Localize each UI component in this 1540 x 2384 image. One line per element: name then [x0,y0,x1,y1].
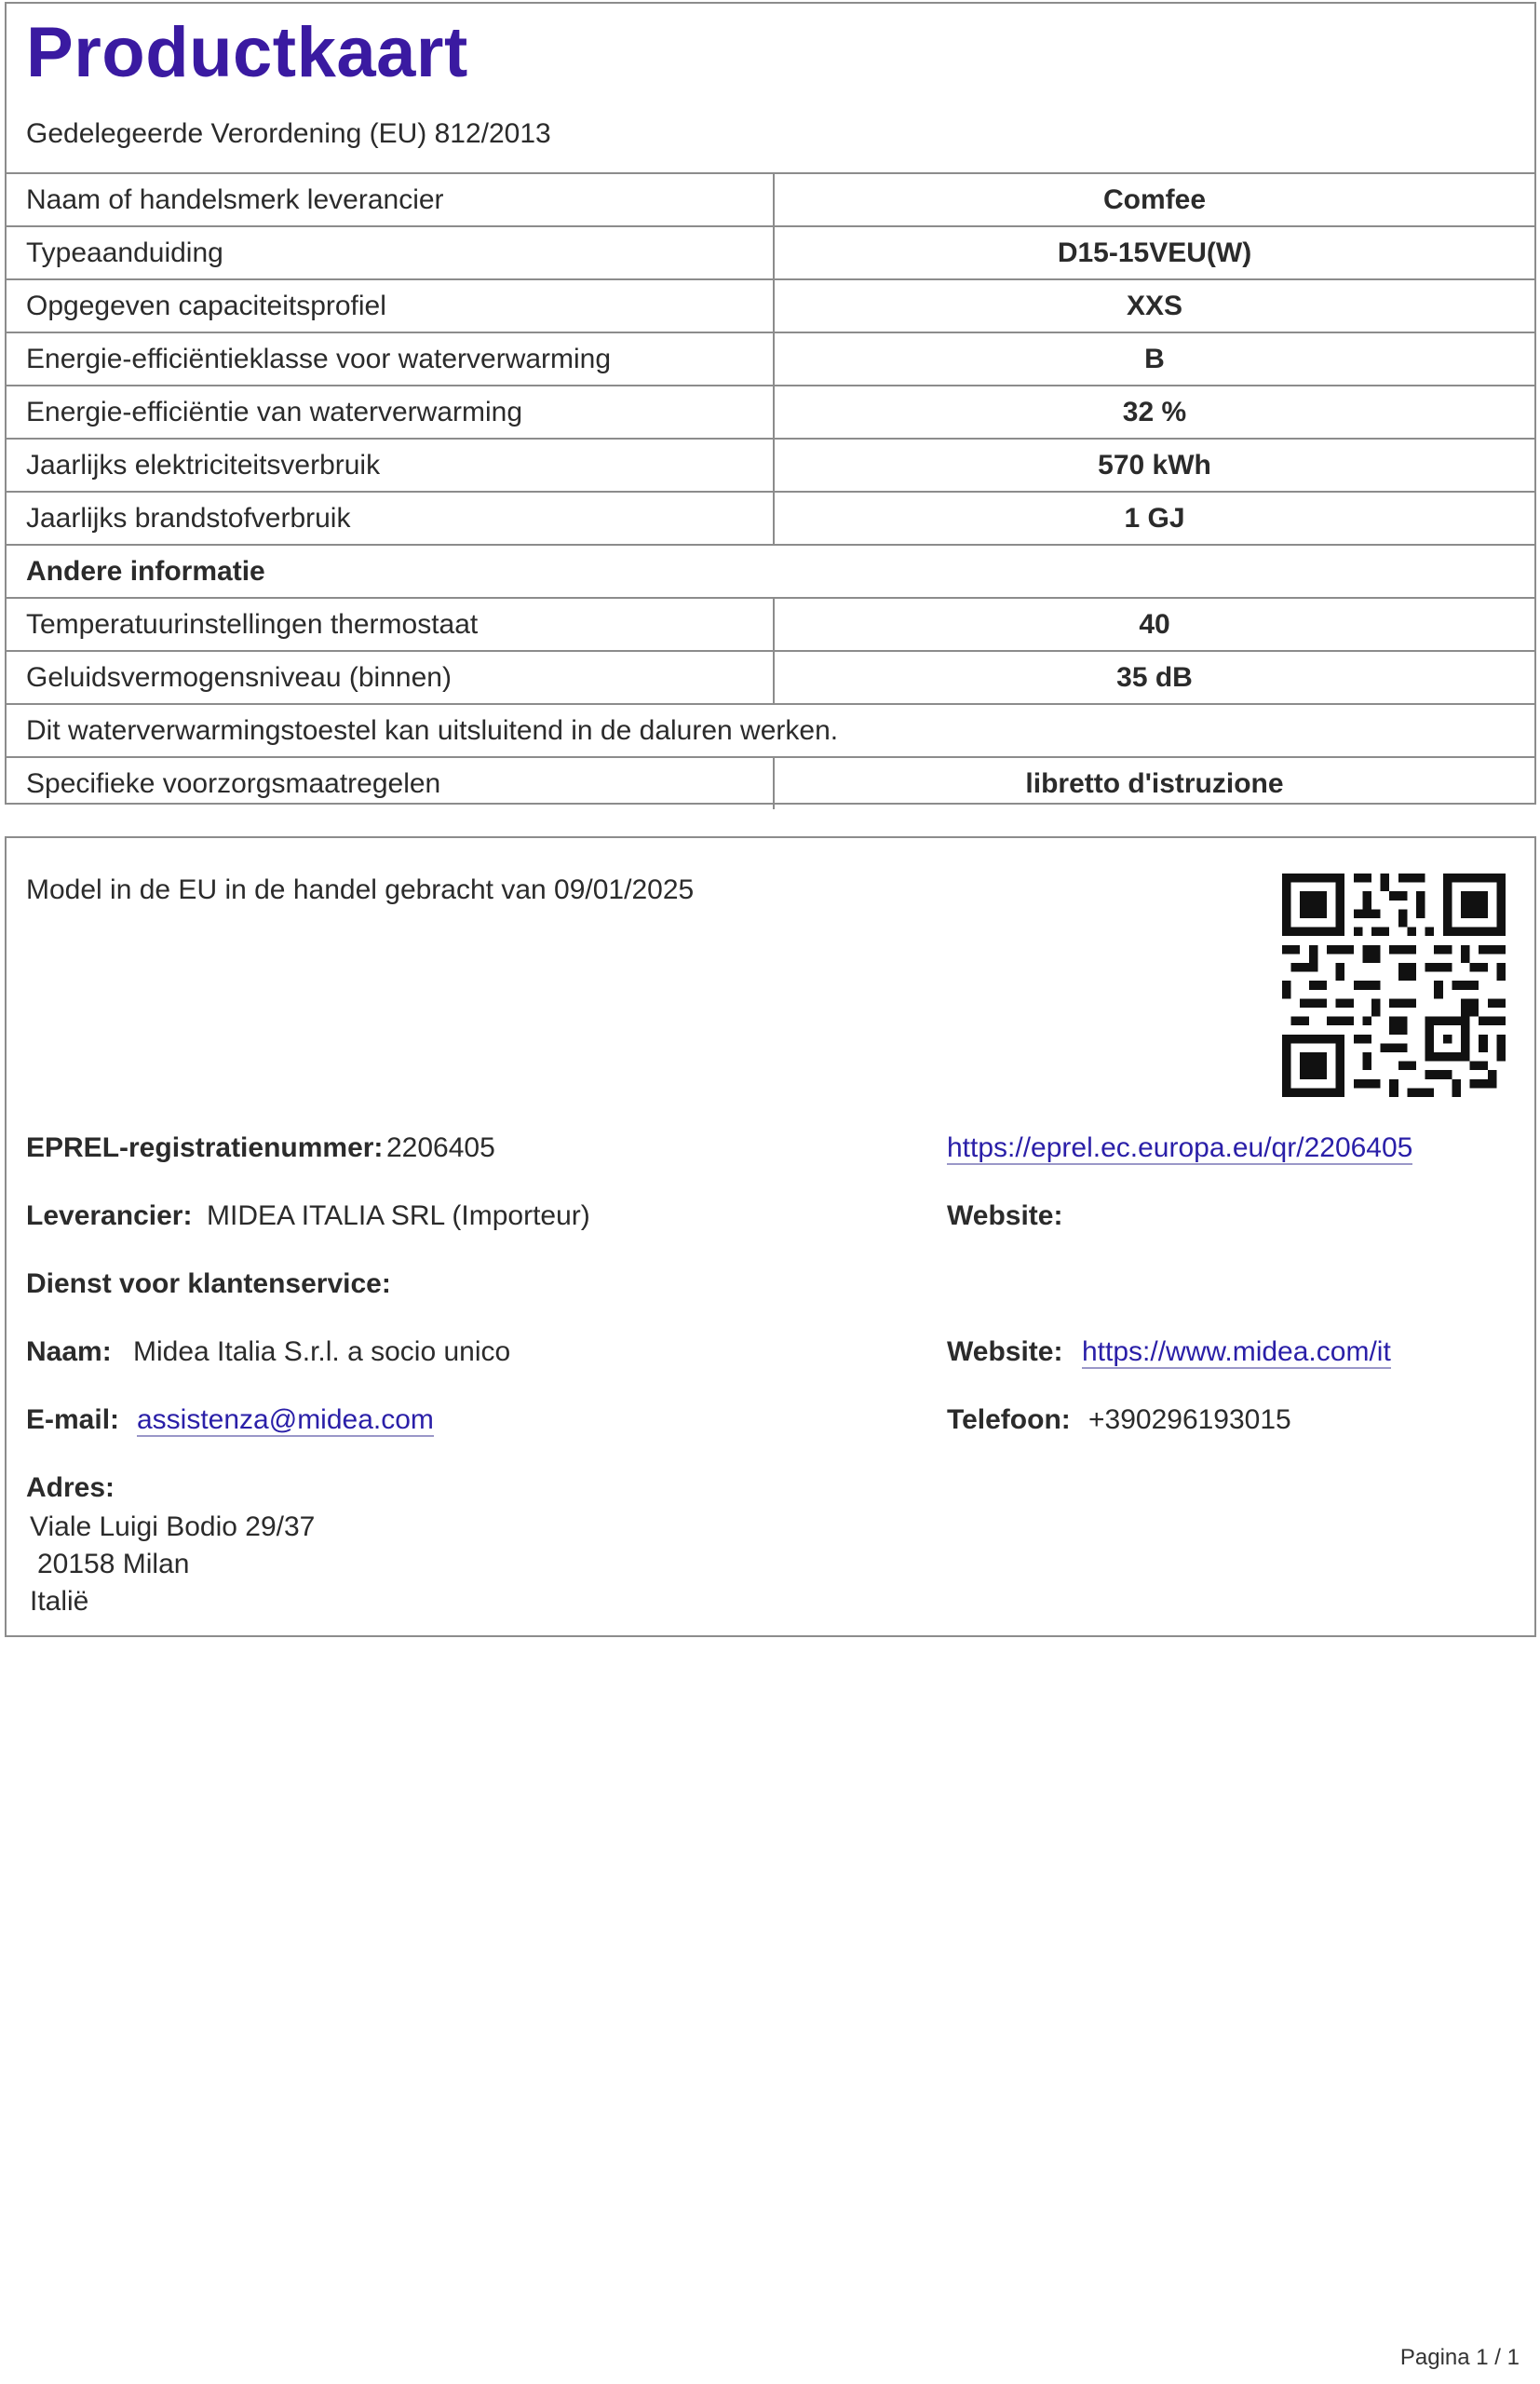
table-row [7,385,1534,438]
row-label: Opgegeven capaciteitsprofiel [26,291,386,321]
name-label: Naam: [26,1336,112,1367]
customer-service-heading: Dienst voor klantenservice: [26,1268,391,1299]
eprel-label: EPREL-registratienummer: [26,1132,384,1163]
row-value: Comfee [773,174,1534,225]
registration-card [5,836,1536,1637]
address-line-1: Viale Luigi Bodio 29/37 [30,1511,316,1542]
table-row [7,491,1534,544]
qr-code-icon[interactable] [1282,874,1506,1097]
table-row [7,332,1534,385]
email-label: E-mail: [26,1404,120,1435]
eprel-number: 2206405 [386,1132,495,1163]
table-row [7,225,1534,278]
product-card [5,2,1536,805]
table-row [7,756,1534,805]
row-label: Typeaanduiding [26,237,223,268]
name-value: Midea Italia S.r.l. a socio unico [133,1336,511,1367]
other-info-heading: Andere informatie [26,556,265,587]
phone-value: +390296193015 [1088,1404,1291,1435]
model-placed-date: Model in de EU in de handel gebracht van 09/01/2025 [26,874,695,905]
service-website-link[interactable]: https://www.midea.com/it [1082,1336,1391,1367]
supplier-website-label: Website: [947,1200,1063,1231]
supplier-value: MIDEA ITALIA SRL (Importeur) [207,1200,590,1231]
row-value: B [773,333,1534,385]
other-info-heading-row [7,544,1534,597]
row-label: Energie-efficiëntie van waterverwarming [26,397,523,427]
eprel-link[interactable]: https://eprel.ec.europa.eu/qr/2206405 [947,1132,1413,1163]
row-label: Energie-efficiëntieklasse voor waterverwarming [26,344,612,374]
email-link[interactable]: assistenza@midea.com [137,1404,434,1435]
row-value: 570 kWh [773,440,1534,491]
off-peak-note-row [7,703,1534,756]
regulation-subtitle: Gedelegeerde Verordening (EU) 812/2013 [26,118,551,149]
page-number: Pagina 1 / 1 [1399,2345,1520,2370]
table-row [7,597,1534,650]
address-label: Adres: [26,1472,115,1503]
supplier-label: Leverancier: [26,1200,193,1231]
table-row [7,438,1534,491]
off-peak-note: Dit waterverwarmingstoestel kan uitsluitend in de daluren werken. [26,715,839,746]
row-value: XXS [773,280,1534,332]
table-row [7,278,1534,332]
page-title: Productkaart [26,13,468,92]
row-value: 32 % [773,386,1534,438]
phone-label: Telefoon: [947,1404,1071,1435]
row-value: libretto d'istruzione [773,758,1534,809]
row-value: 40 [773,599,1534,650]
service-website-label: Website: [947,1336,1063,1367]
row-label: Geluidsvermogensniveau (binnen) [26,662,452,693]
table-row [7,172,1534,225]
address-line-3: Italië [30,1586,89,1617]
row-label: Specifieke voorzorgsmaatregelen [26,768,441,799]
row-value: 35 dB [773,652,1534,703]
row-value: 1 GJ [773,493,1534,544]
row-value: D15-15VEU(W) [773,227,1534,278]
row-label: Temperatuurinstellingen thermostaat [26,609,479,640]
table-row [7,650,1534,703]
row-label: Jaarlijks brandstofverbruik [26,503,351,534]
address-line-2: 20158 Milan [37,1549,190,1579]
row-label: Jaarlijks elektriciteitsverbruik [26,450,381,481]
row-label: Naam of handelsmerk leverancier [26,184,444,215]
